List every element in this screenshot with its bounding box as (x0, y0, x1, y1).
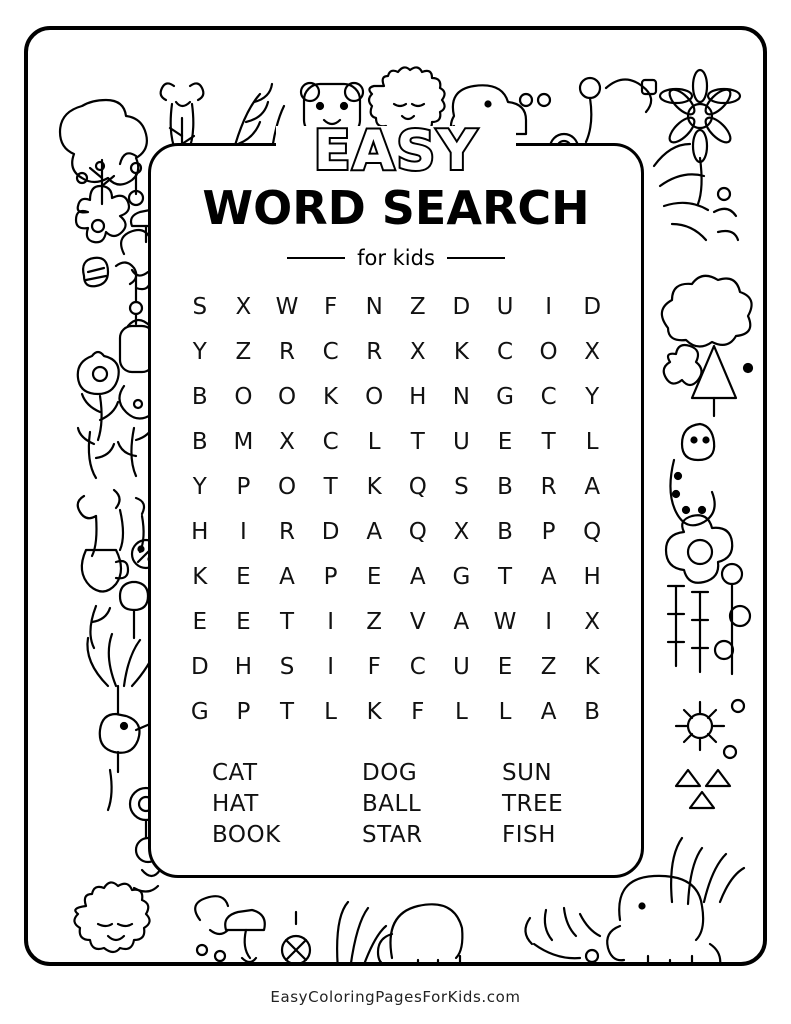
grid-cell[interactable]: C (322, 429, 339, 455)
grid-cell[interactable]: K (192, 564, 208, 590)
grid-cell[interactable]: I (327, 654, 334, 680)
grid-cell[interactable]: G (496, 384, 514, 410)
grid-cell[interactable]: L (498, 699, 512, 725)
grid-cell[interactable]: O (277, 474, 297, 500)
grid-cell[interactable]: Z (366, 609, 383, 635)
grid-cell[interactable]: E (192, 609, 208, 635)
word-list-item: CAT (212, 760, 258, 786)
grid-cell[interactable]: S (279, 654, 295, 680)
grid-cell[interactable]: N (365, 294, 383, 320)
grid-cell[interactable]: H (583, 564, 601, 590)
grid-cell[interactable]: S (192, 294, 208, 320)
grid-cell[interactable]: X (584, 339, 601, 365)
grid-cell[interactable]: A (540, 699, 557, 725)
grid-cell[interactable]: E (497, 654, 513, 680)
grid-cell[interactable]: O (234, 384, 253, 410)
grid-cell[interactable]: D (321, 519, 340, 545)
grid-cell[interactable]: I (545, 294, 552, 320)
grid-cell[interactable]: Q (408, 519, 427, 545)
grid-cell[interactable]: U (452, 429, 470, 455)
grid-cell[interactable]: P (236, 699, 251, 725)
grid-cell[interactable]: A (453, 609, 470, 635)
grid-cell[interactable]: Q (408, 474, 427, 500)
grid-cell[interactable]: Y (585, 384, 600, 410)
word-list-item: STAR (362, 822, 423, 848)
grid-cell[interactable]: X (279, 429, 295, 455)
grid-cell[interactable]: G (190, 699, 209, 725)
grid-cell[interactable]: B (191, 429, 208, 455)
subtitle-rule-right (447, 257, 505, 259)
grid-cell[interactable]: L (454, 699, 468, 725)
grid-cell[interactable]: T (497, 564, 513, 590)
grid-cell[interactable]: Q (583, 519, 602, 545)
subtitle: for kids (357, 246, 435, 270)
grid-cell[interactable]: V (409, 609, 426, 635)
grid-cell[interactable]: I (545, 609, 552, 635)
grid-cell[interactable]: A (584, 474, 601, 500)
grid-cell[interactable]: P (541, 519, 556, 545)
grid-cell[interactable]: E (236, 609, 251, 635)
grid-cell[interactable]: C (496, 339, 514, 365)
grid-cell[interactable]: T (410, 429, 425, 455)
grid-cell[interactable]: Y (192, 339, 207, 365)
grid-cell[interactable]: T (279, 699, 295, 725)
grid-cell[interactable]: A (279, 564, 295, 590)
grid-cell[interactable]: U (496, 294, 514, 320)
grid-cell[interactable]: W (493, 609, 517, 635)
grid-cell[interactable]: K (366, 474, 382, 500)
grid-cell[interactable]: L (585, 429, 599, 455)
grid-cell[interactable]: R (366, 339, 383, 365)
grid-cell[interactable]: R (540, 474, 557, 500)
grid-cell[interactable]: K (453, 339, 469, 365)
word-search-grid[interactable] (178, 285, 614, 735)
grid-cell[interactable]: D (452, 294, 471, 320)
grid-cell[interactable]: E (497, 429, 513, 455)
grid-cell[interactable]: Z (235, 339, 252, 365)
grid-cell[interactable]: L (367, 429, 381, 455)
grid-cell[interactable]: L (324, 699, 337, 725)
grid-cell[interactable]: K (366, 699, 382, 725)
grid-cell[interactable]: F (367, 654, 381, 680)
grid-cell[interactable]: B (191, 384, 208, 410)
grid-cell[interactable]: D (583, 294, 602, 320)
grid-cell[interactable]: C (540, 384, 557, 410)
grid-cell[interactable]: M (233, 429, 254, 455)
grid-cell[interactable]: S (454, 474, 469, 500)
grid-cell[interactable]: A (540, 564, 557, 590)
subtitle-rule-left (287, 257, 345, 259)
title-easy: EASY (313, 119, 479, 182)
grid-cell[interactable]: T (323, 474, 338, 500)
grid-cell[interactable]: A (366, 519, 383, 545)
grid-cell[interactable]: P (323, 564, 338, 590)
grid-cell[interactable]: G (452, 564, 471, 590)
grid-cell[interactable]: A (409, 564, 426, 590)
subtitle-row (148, 246, 644, 270)
grid-cell[interactable]: H (191, 519, 209, 545)
grid-cell[interactable]: B (497, 519, 513, 545)
grid-cell[interactable]: X (409, 339, 426, 365)
word-list-item: DOG (362, 760, 418, 786)
grid-cell[interactable]: B (584, 699, 601, 725)
grid-cell[interactable]: I (327, 609, 334, 635)
word-list (212, 758, 592, 851)
grid-cell[interactable]: T (279, 609, 295, 635)
word-list-item: SUN (502, 760, 553, 786)
grid-cell[interactable]: C (409, 654, 426, 680)
grid-cell[interactable]: O (277, 384, 297, 410)
grid-cell[interactable]: I (239, 519, 247, 545)
grid-cell[interactable]: H (234, 654, 253, 680)
grid-cell[interactable]: R (279, 339, 295, 365)
grid-cell[interactable]: E (366, 564, 382, 590)
grid-cell[interactable]: K (584, 654, 600, 680)
grid-cell[interactable]: E (236, 564, 251, 590)
word-list-item: HAT (212, 791, 259, 817)
grid-cell[interactable]: N (452, 384, 470, 410)
grid-cell[interactable]: B (497, 474, 513, 500)
grid-cell[interactable]: Y (192, 474, 207, 500)
grid-cell[interactable]: O (365, 384, 384, 410)
grid-cell[interactable]: X (584, 609, 601, 635)
grid-cell[interactable]: F (323, 294, 338, 320)
word-list-item: BALL (362, 791, 422, 817)
grid-cell[interactable]: K (323, 384, 339, 410)
grid-cell[interactable]: T (541, 429, 556, 455)
grid-cell[interactable]: X (453, 519, 470, 545)
grid-cell[interactable]: Z (540, 654, 557, 680)
grid-cell[interactable]: R (279, 519, 295, 545)
grid-cell[interactable]: D (190, 654, 209, 680)
word-list-item: TREE (502, 791, 564, 817)
grid-cell[interactable]: W (275, 294, 299, 320)
grid-cell[interactable]: Z (409, 294, 426, 320)
word-list-item: FISH (502, 822, 556, 848)
word-list-item: BOOK (212, 822, 281, 848)
grid-cell[interactable]: O (539, 339, 558, 365)
grid-cell[interactable]: U (452, 654, 470, 680)
page-title: WORD SEARCH (202, 181, 590, 235)
grid-cell[interactable]: F (411, 699, 425, 725)
grid-cell[interactable]: X (235, 294, 252, 320)
grid-cell[interactable]: C (322, 339, 339, 365)
grid-cell[interactable]: P (236, 474, 251, 500)
site-footer: EasyColoringPagesForKids.com (270, 988, 521, 1006)
grid-cell[interactable]: H (409, 384, 427, 410)
